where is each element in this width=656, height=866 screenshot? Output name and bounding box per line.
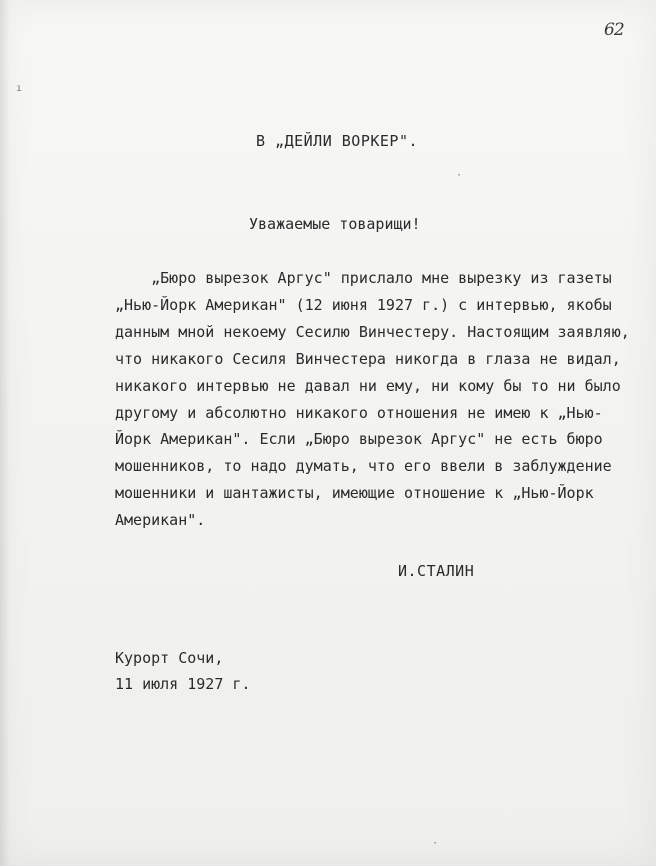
addressee-heading: В „ДЕЙЛИ ВОРКЕР". bbox=[256, 132, 419, 150]
body-line: Йорк Американ". Если „Бюро вырезок Аргус" не есть бюро bbox=[115, 430, 603, 449]
paper-mark: · bbox=[456, 170, 463, 181]
page-number: 62 bbox=[604, 20, 624, 40]
body-line: другому и абсолютно никакого отношения не имею к „Нью- bbox=[115, 403, 603, 422]
body-line: никакого интервью не давал ни ему, ни кому бы то ни было bbox=[115, 376, 621, 395]
body-line: что никакого Сесиля Винчестера никогда в глаза не видал, bbox=[115, 349, 621, 368]
body-line: мошенников, то надо думать, что его ввели в заблуждение bbox=[115, 457, 612, 476]
salutation: Уважаемые товарищи! bbox=[249, 215, 421, 233]
date-line: 11 июля 1927 г. bbox=[115, 675, 251, 693]
body-line: данным мной некоему Сесилю Винчестеру. Настоящим заявляю, bbox=[115, 322, 630, 341]
letter-body bbox=[115, 265, 635, 534]
body-line: „Нью-Йорк Американ" (12 июня 1927 г.) с интервью, якобы bbox=[115, 295, 612, 314]
body-line: Американ". bbox=[115, 511, 206, 530]
paper-mark: · bbox=[432, 838, 439, 849]
body-line: „Бюро вырезок Аргус" прислало мне вырезку из газеты bbox=[115, 269, 612, 287]
paper-mark: ı bbox=[16, 83, 23, 94]
signature: И.СТАЛИН bbox=[398, 562, 475, 580]
body-line: мошенники и шантажисты, имеющие отношение к „Нью-Йорк bbox=[115, 484, 594, 503]
place-line: Курорт Сочи, bbox=[115, 649, 224, 667]
